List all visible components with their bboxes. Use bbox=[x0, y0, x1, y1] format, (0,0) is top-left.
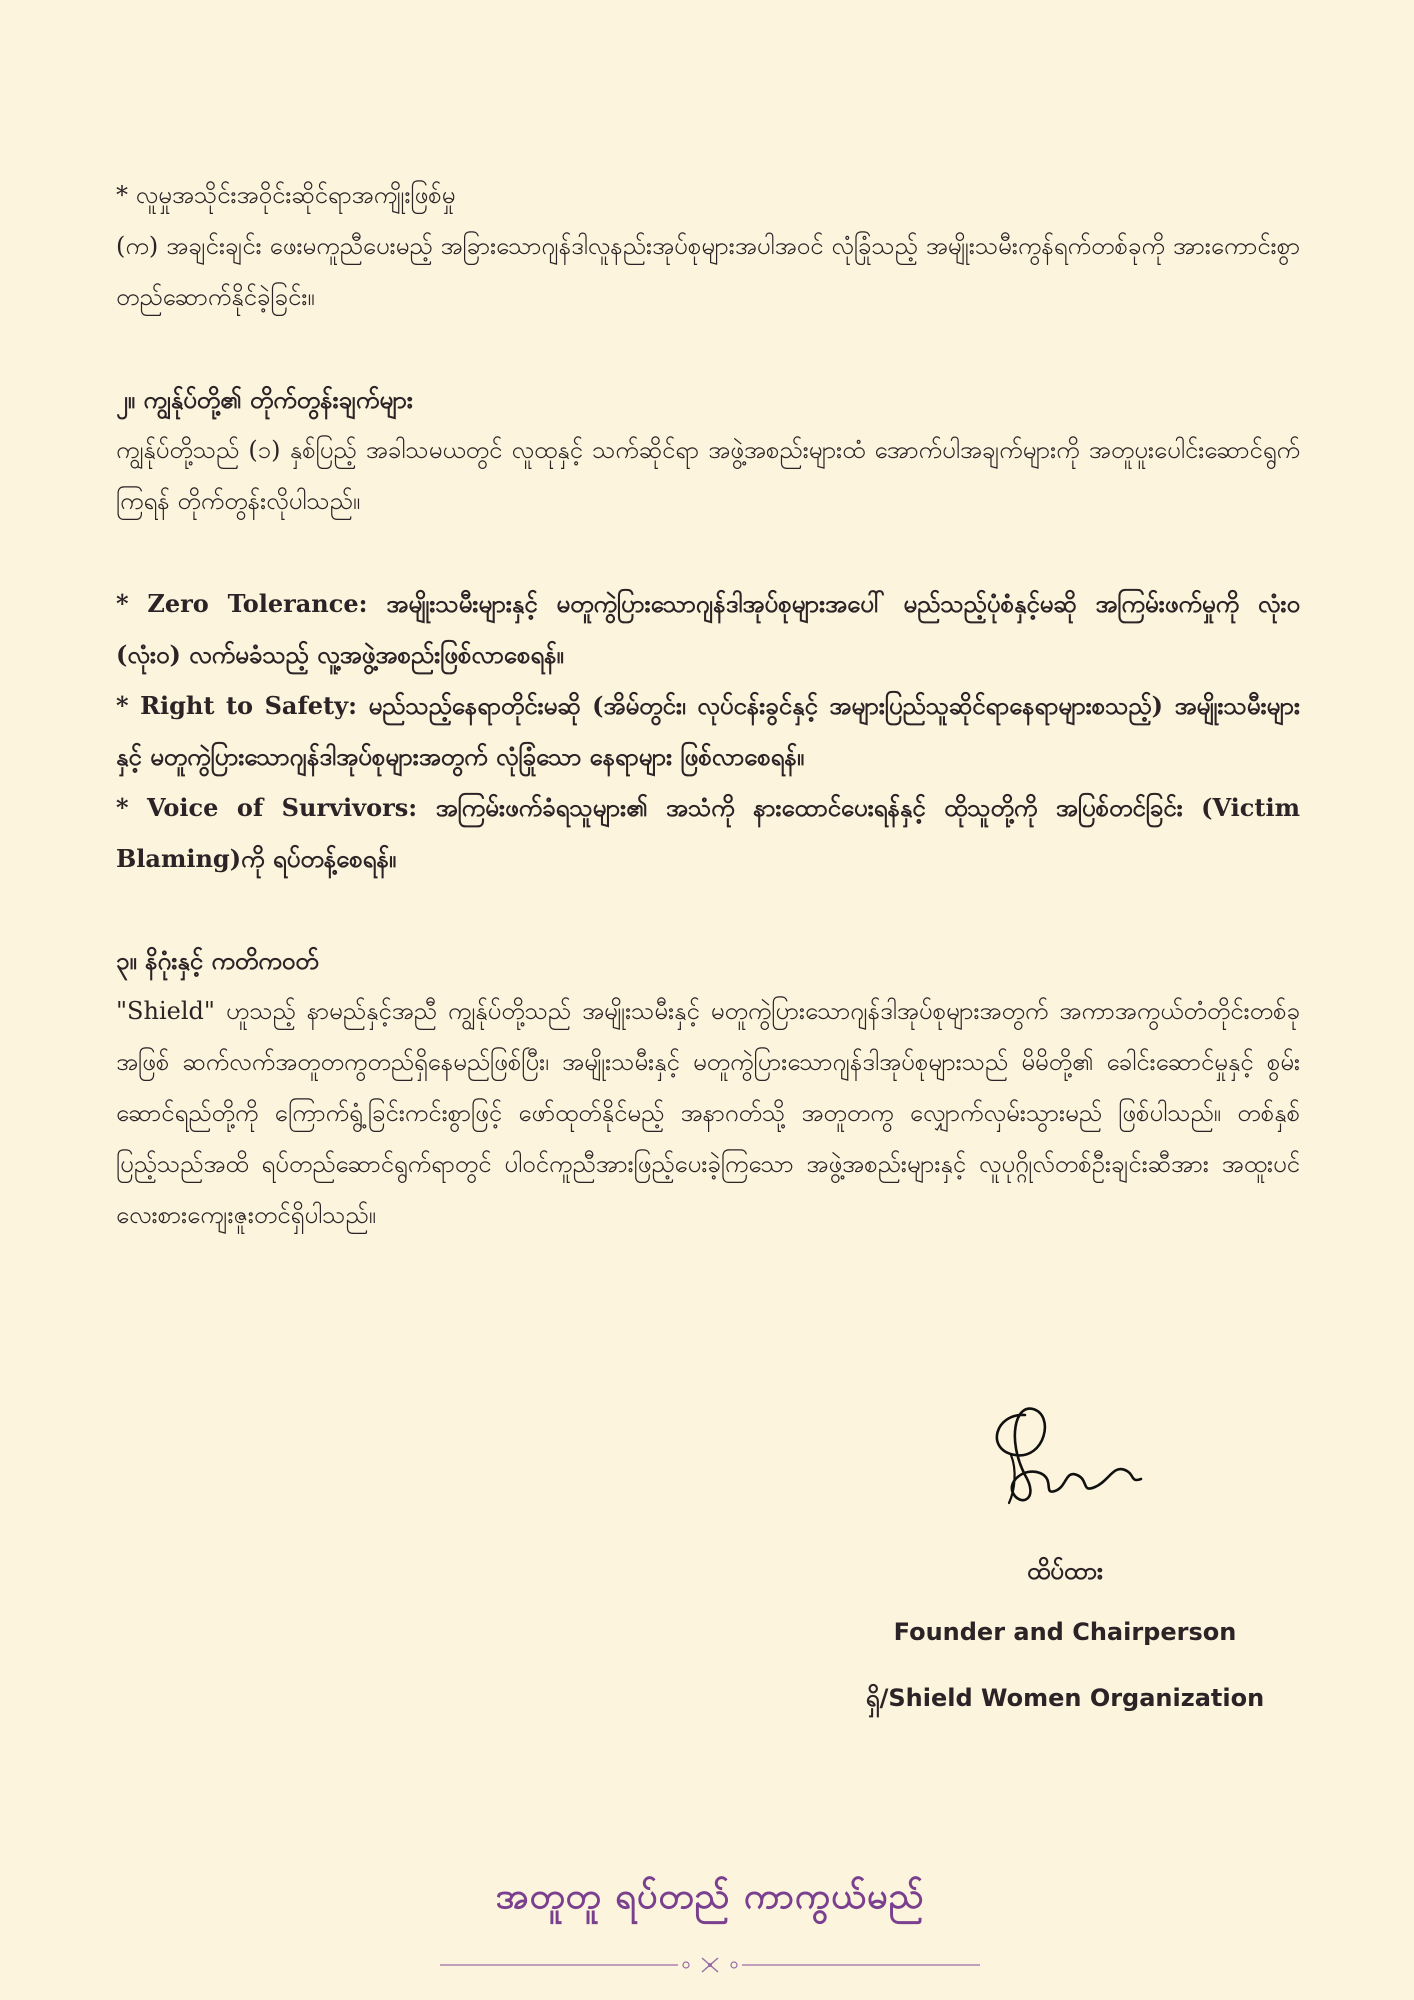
point-label: * Right to Safety: bbox=[116, 691, 369, 720]
point-text: အမျိုးသမီးများနှင့် မတူကွဲပြားသောဂျန်ဒါအုပ်စုများအပေါ် မည်သည့်ပုံစံနှင့်မဆို အကြမ်းဖက်မှုကို လုံး၀ (လုံး၀) လက်မခံသည့် လူ့အဖွဲ့အစည်းဖြစ်လာစေရန်။ bbox=[116, 589, 1301, 669]
signature-image bbox=[985, 1395, 1145, 1510]
point-label: * Voice of Survivors: bbox=[116, 793, 436, 822]
signer-title: Founder and Chairperson bbox=[893, 1618, 1237, 1646]
point-text: မည်သည့်နေရာတိုင်းမဆို (အိမ်တွင်း၊ လုပ်ငန်းခွင်နှင့် အများပြည်သူဆိုင်ရာနေရာများစသည့်) အမျိုးသမီးများနှင့် မတူကွဲပြားသောဂျန်ဒါအုပ်စုများအတွက် လုံခြုံသော နေရာများ ဖြစ်လာစေရန်။ bbox=[116, 691, 1300, 771]
signer-name: ထိပ်ထား bbox=[1026, 1557, 1104, 1585]
section-2-title: ကျွန်ုပ်တို့၏ တိုက်တွန်းချက်များ bbox=[143, 385, 413, 414]
point-voice-of-survivors bbox=[116, 782, 1300, 884]
signer-organization: ရှိ/Shield Women Organization bbox=[865, 1684, 1265, 1712]
point-right-to-safety bbox=[116, 680, 1300, 782]
spacer bbox=[116, 884, 1300, 935]
section-2-number: ၂။ bbox=[116, 385, 144, 414]
spacer bbox=[116, 527, 1300, 578]
spacer bbox=[116, 323, 1300, 374]
point-zero-tolerance bbox=[116, 578, 1300, 680]
point-text: အကြမ်းဖက်ခံရသူများ၏ အသံကို နားထောင်ပေးရန်နှင့် ထိုသူတို့ကို အပြစ်တင်ခြင်း (Victim Blaming)ကို ရပ်တန့်စေရန်။ bbox=[116, 793, 1300, 873]
section-2-heading bbox=[116, 374, 1300, 425]
footer-slogan: အတူတူ ရပ်တည် ကာကွယ်မည် bbox=[495, 1876, 925, 1917]
letter-body bbox=[116, 170, 1300, 1241]
intro-item-ka: (က) အချင်းချင်း ဖေးမကူညီပေးမည့် အခြားသောဂျန်ဒါလူနည်းအုပ်စုများအပါအဝင် လုံခြုံသည့် အမျိုးသမီးကွန်ရက်တစ်ခုကို အားကောင်းစွာ တည်ဆောက်နိုင်ခဲ့ခြင်း။ bbox=[116, 232, 1300, 311]
section-3-paragraph: "Shield" ဟူသည့် နာမည်နှင့်အညီ ကျွန်ုပ်တို့သည် အမျိုးသမီးနှင့် မတူကွဲပြားသောဂျန်ဒါအုပ်စုများအတွက် အကာအကွယ်တံတိုင်းတစ်ခုအဖြစ် ဆက်လက်အတူတကွတည်ရှိနေမည်ဖြစ်ပြီး၊ အမျိုးသမီးနှင့် မတူကွဲပြားသောဂျန်ဒါအုပ်စုများသည် မိမိတို့၏ ခေါင်းဆောင်မှုနှင့် စွမ်းဆောင်ရည်တို့ကို ကြောက်ရွံ့ခြင်းကင်းစွာဖြင့် ဖော်ထုတ်နိုင်မည့် အနာဂတ်သို့ အတူတကွ လျှောက်လှမ်းသွားမည် ဖြစ်ပါသည်။ တစ်နှစ်ပြည့်သည်အထိ ရပ်တည်ဆောင်ရွက်ရာတွင် ပါဝင်ကူညီအားဖြည့်ပေးခဲ့ကြသော အဖွဲ့အစည်းများနှင့် လူပုဂ္ဂိုလ်တစ်ဦးချင်းဆီအား အထူးပင်လေးစားကျေးဇူးတင်ရှိပါသည်။ bbox=[116, 997, 1300, 1229]
section-3-title: နိဂုံးနှင့် ကတိကဝတ် bbox=[145, 946, 319, 975]
section-2-paragraph: ကျွန်ုပ်တို့သည် (၁) နှစ်ပြည့် အခါသမယတွင် လူထုနှင့် သက်ဆိုင်ရာ အဖွဲ့အစည်းများထံ အောက်ပါအချက်များကို အတူပူးပေါင်းဆောင်ရွက်ကြရန် တိုက်တွန်းလိုပါသည်။ bbox=[116, 436, 1300, 515]
section-3-heading bbox=[116, 935, 1300, 986]
intro-bullet: * လူမှုအသိုင်းအဝိုင်းဆိုင်ရာအကျိုးဖြစ်မှု bbox=[116, 181, 456, 209]
section-3-number: ၃။ bbox=[116, 946, 146, 975]
point-label: * Zero Tolerance: bbox=[116, 589, 387, 618]
footer-ornament-rule bbox=[440, 1955, 980, 1975]
